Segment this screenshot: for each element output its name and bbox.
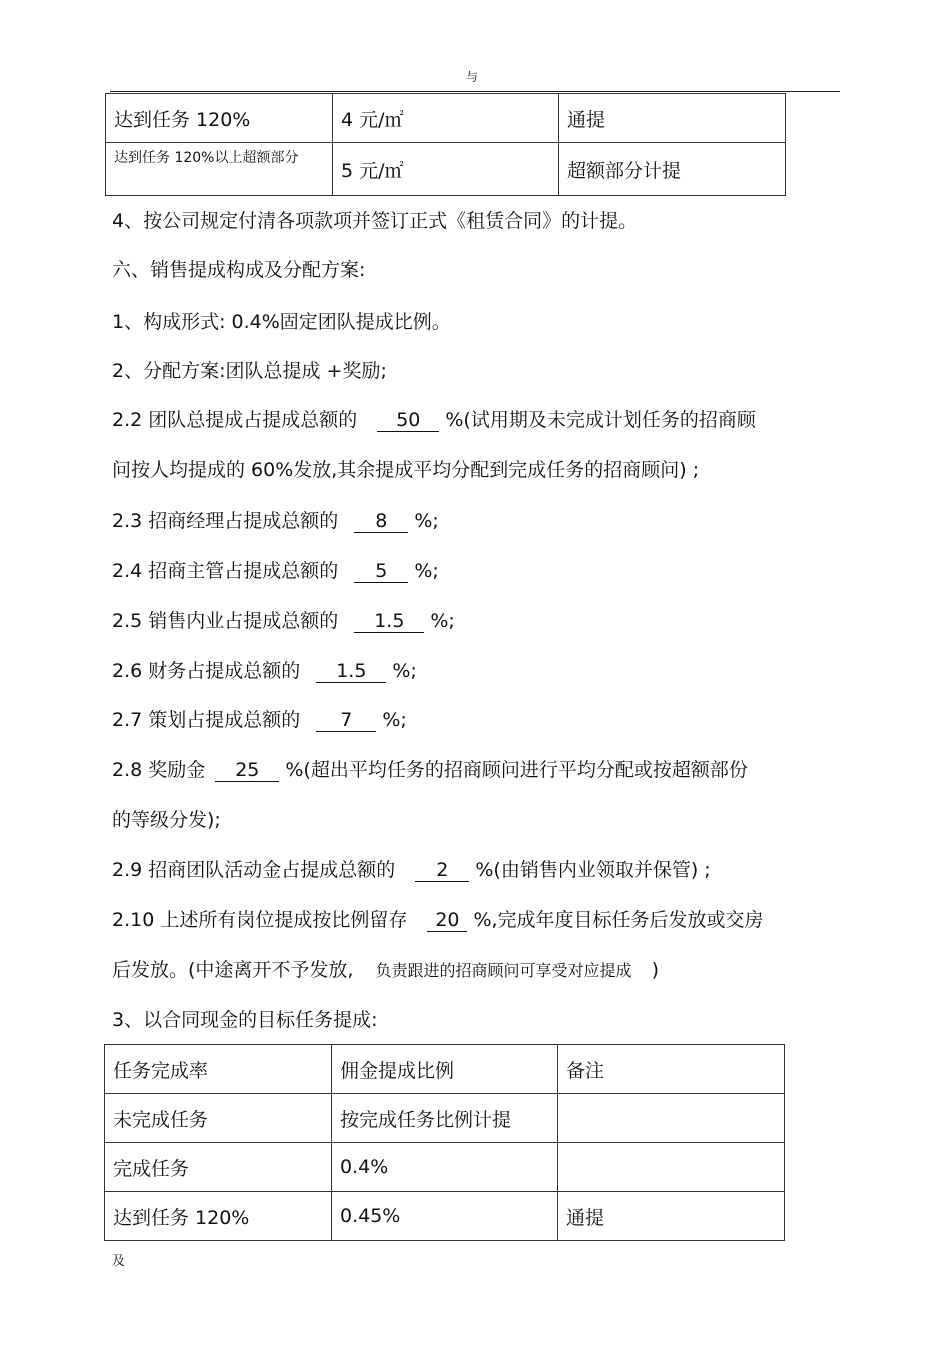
text: %,完成年度目标任务后发放或交房 bbox=[473, 909, 764, 931]
table-cell: 超额部分计提 bbox=[559, 143, 786, 196]
paragraph: 3、以合同现金的目标任务提成: bbox=[112, 1009, 378, 1031]
text: ) bbox=[651, 959, 659, 981]
text: 负责跟进的招商顾问可享受对应提成 bbox=[375, 961, 632, 980]
underlined-value: 1.5 bbox=[316, 660, 386, 683]
text: 2.10 上述所有岗位提成按比例留存 bbox=[112, 909, 408, 931]
text: %(由销售内业领取并保管) ; bbox=[475, 859, 711, 881]
rate-table-top bbox=[105, 93, 786, 196]
text: 2.5 销售内业占提成总额的 bbox=[112, 610, 339, 632]
underlined-value: 7 bbox=[316, 709, 376, 732]
section-heading: 六、销售提成构成及分配方案: bbox=[112, 259, 366, 281]
text: %; bbox=[392, 660, 417, 682]
text: %; bbox=[382, 709, 407, 731]
text: 后发放。(中途离开不予发放, bbox=[112, 959, 354, 981]
table-row bbox=[105, 1143, 785, 1192]
underlined-value: 20 bbox=[427, 909, 467, 932]
paragraph bbox=[112, 958, 659, 983]
table-header-cell: 任务完成率 bbox=[105, 1045, 332, 1094]
paragraph bbox=[112, 708, 407, 732]
paragraph bbox=[112, 559, 439, 583]
table-row bbox=[106, 94, 786, 143]
table-row bbox=[105, 1192, 785, 1241]
text: %; bbox=[414, 560, 439, 582]
paragraph bbox=[112, 758, 748, 782]
paragraph bbox=[112, 908, 764, 932]
table-cell: 完成任务 bbox=[105, 1143, 332, 1192]
paragraph: 4、按公司规定付清各项款项并签订正式《租赁合同》的计提。 bbox=[112, 210, 638, 232]
table-cell: 达到任务 120% bbox=[106, 94, 333, 143]
text: %(试用期及未完成计划任务的招商顾 bbox=[445, 409, 756, 431]
paragraph bbox=[112, 609, 455, 633]
paragraph bbox=[112, 509, 439, 533]
table-row bbox=[105, 1094, 785, 1143]
footer-mark: 及 bbox=[112, 1254, 126, 1269]
table-header-row bbox=[105, 1045, 785, 1094]
table-cell: 5 元/㎡ bbox=[333, 143, 559, 196]
paragraph bbox=[112, 408, 756, 432]
text: 2.4 招商主管占提成总额的 bbox=[112, 560, 339, 582]
text: 2.6 财务占提成总额的 bbox=[112, 660, 301, 682]
table-cell: 未完成任务 bbox=[105, 1094, 332, 1143]
text: %(超出平均任务的招商顾问进行平均分配或按超额部份 bbox=[285, 759, 748, 781]
paragraph: 1、构成形式: 0.4%固定团队提成比例。 bbox=[112, 311, 451, 333]
table-cell bbox=[558, 1094, 785, 1143]
table-header-cell: 佣金提成比例 bbox=[332, 1045, 558, 1094]
table-cell: 4 元/㎡ bbox=[333, 94, 559, 143]
text: 2.2 团队总提成占提成总额的 bbox=[112, 409, 358, 431]
table-header-cell: 备注 bbox=[558, 1045, 785, 1094]
text: %; bbox=[430, 610, 455, 632]
table-cell: 达到任务 120% bbox=[105, 1192, 332, 1241]
paragraph bbox=[112, 858, 711, 882]
text: 2.8 奖励金 bbox=[112, 759, 206, 781]
underlined-value: 2 bbox=[415, 859, 469, 882]
underlined-value: 5 bbox=[354, 560, 408, 583]
text: %; bbox=[414, 510, 439, 532]
table-cell: 达到任务 120%以上超额部分 bbox=[106, 143, 333, 196]
underlined-value: 8 bbox=[354, 510, 408, 533]
paragraph: 问按人均提成的 60%发放,其余提成平均分配到完成任务的招商顾问) ; bbox=[112, 459, 700, 481]
table-cell: 0.45% bbox=[332, 1192, 558, 1241]
paragraph bbox=[112, 659, 417, 683]
text: 2.9 招商团队活动金占提成总额的 bbox=[112, 859, 396, 881]
table-cell bbox=[558, 1143, 785, 1192]
header-mark: 与 bbox=[466, 70, 479, 84]
header-rule bbox=[110, 91, 840, 92]
table-cell: 通提 bbox=[559, 94, 786, 143]
text: 2.7 策划占提成总额的 bbox=[112, 709, 301, 731]
table-row bbox=[106, 143, 786, 196]
paragraph: 的等级分发); bbox=[112, 809, 221, 831]
commission-table bbox=[104, 1044, 785, 1241]
text: 2.3 招商经理占提成总额的 bbox=[112, 510, 339, 532]
table-cell: 0.4% bbox=[332, 1143, 558, 1192]
table-cell: 通提 bbox=[558, 1192, 785, 1241]
underlined-value: 50 bbox=[377, 409, 439, 432]
table-cell: 按完成任务比例计提 bbox=[332, 1094, 558, 1143]
paragraph: 2、分配方案:团队总提成 +奖励; bbox=[112, 360, 387, 382]
underlined-value: 25 bbox=[215, 759, 279, 782]
underlined-value: 1.5 bbox=[354, 610, 424, 633]
